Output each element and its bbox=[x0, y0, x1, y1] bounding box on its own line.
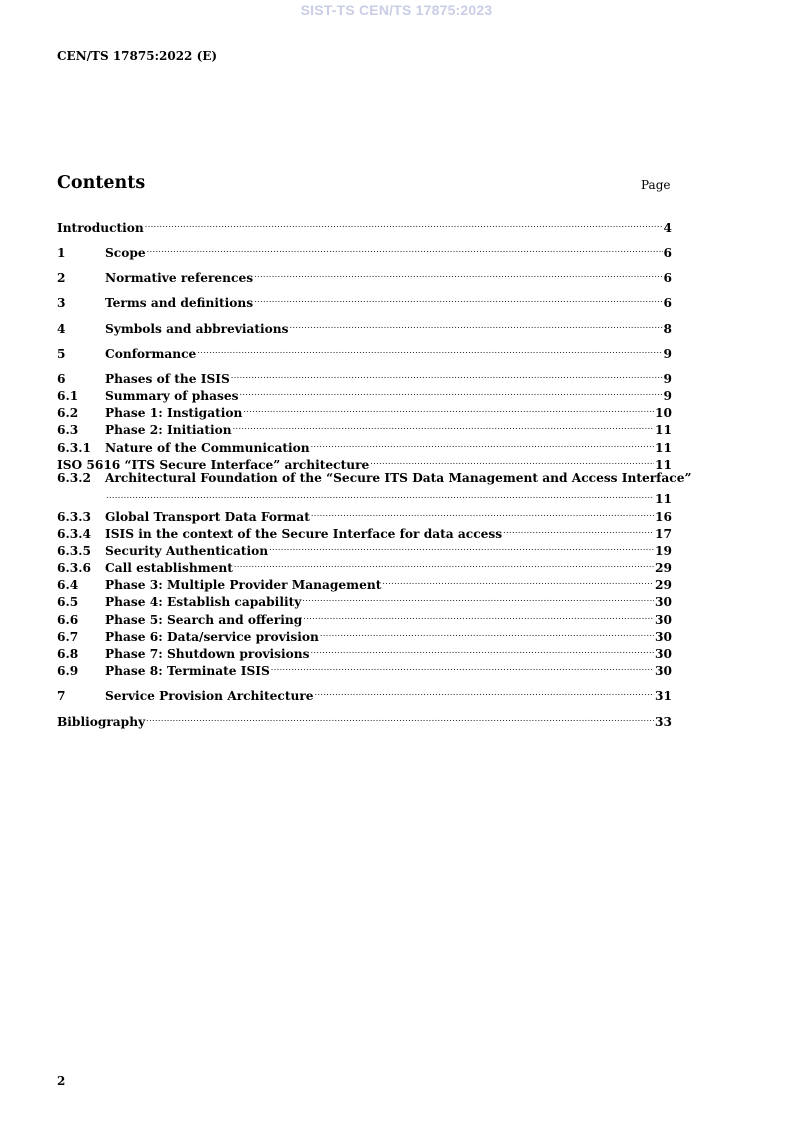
toc-entry-number: 6.4 bbox=[57, 578, 79, 592]
toc-entry-page: 10 bbox=[655, 406, 672, 420]
toc-entry-phase-4[interactable] bbox=[57, 590, 672, 609]
toc-dot-leader bbox=[239, 384, 662, 400]
toc-dot-leader bbox=[145, 216, 663, 232]
toc-entry-normative-references[interactable] bbox=[57, 266, 672, 285]
toc-entry-title: ISO 5616 “ITS Secure Interface” architecture bbox=[57, 458, 370, 472]
toc-entry-page: 6 bbox=[663, 246, 672, 260]
toc-entry-page: 29 bbox=[655, 578, 672, 592]
toc-entry-number: 4 bbox=[57, 322, 66, 336]
toc-entry-title: Phase 2: Initiation bbox=[105, 423, 232, 437]
toc-entry-isis-secure-interface[interactable] bbox=[57, 522, 672, 541]
toc-entry-bibliography[interactable] bbox=[57, 710, 672, 729]
toc-entry-number: 6.6 bbox=[57, 613, 79, 627]
toc-entry-page: 11 bbox=[655, 441, 672, 455]
toc-entry-number: 3 bbox=[57, 296, 66, 310]
toc-entry-title: Architectural Foundation of the “Secure ITS Data Management and Access Interface” bbox=[105, 471, 692, 485]
toc-entry-number: 6.3.4 bbox=[57, 527, 91, 541]
toc-entry-title: Scope bbox=[105, 246, 146, 260]
toc-entry-page: 30 bbox=[655, 595, 672, 609]
toc-entry-number: 6.5 bbox=[57, 595, 79, 609]
toc-dot-leader bbox=[254, 291, 662, 307]
toc-entry-global-transport-data-format[interactable] bbox=[57, 505, 672, 524]
toc-entry-phase-5[interactable] bbox=[57, 608, 672, 627]
toc-entry-number: 6.2 bbox=[57, 406, 79, 420]
toc-entry-title: Nature of the Communication bbox=[105, 441, 310, 455]
toc-entry-call-establishment[interactable] bbox=[57, 556, 672, 575]
toc-dot-leader bbox=[106, 487, 654, 503]
toc-entry-number: 5 bbox=[57, 347, 66, 361]
toc-entry-conformance[interactable] bbox=[57, 342, 672, 361]
toc-entry-title: Symbols and abbreviations bbox=[105, 322, 289, 336]
toc-entry-title: Summary of phases bbox=[105, 389, 239, 403]
toc-entry-title: ISIS in the context of the Secure Interface for data access bbox=[105, 527, 503, 541]
toc-entry-title: Phase 3: Multiple Provider Management bbox=[105, 578, 382, 592]
toc-entry-title: Terms and definitions bbox=[105, 296, 254, 310]
toc-entry-symbols-and-abbreviations[interactable] bbox=[57, 317, 672, 336]
toc-entry-number: 6.3 bbox=[57, 423, 79, 437]
toc-entry-number: 6.3.2 bbox=[57, 471, 91, 485]
toc-dot-leader bbox=[302, 590, 654, 606]
toc-dot-leader bbox=[370, 453, 654, 469]
toc-dot-leader bbox=[320, 625, 654, 641]
toc-entry-introduction[interactable] bbox=[57, 216, 672, 235]
toc-dot-leader bbox=[234, 556, 654, 572]
toc-entry-page: 33 bbox=[655, 715, 672, 729]
toc-entry-phase-6[interactable] bbox=[57, 625, 672, 644]
toc-dot-leader bbox=[311, 436, 654, 452]
toc-entry-phase-8[interactable] bbox=[57, 659, 672, 678]
contents-title: Contents bbox=[57, 173, 146, 193]
toc-entry-title: Normative references bbox=[105, 271, 254, 285]
toc-dot-leader bbox=[197, 342, 662, 358]
toc-entry-number: 6 bbox=[57, 372, 66, 386]
toc-entry-number: 6.7 bbox=[57, 630, 79, 644]
toc-entry-title: Conformance bbox=[105, 347, 197, 361]
toc-entry-title: Phases of the ISIS bbox=[105, 372, 230, 386]
toc-entry-number: 2 bbox=[57, 271, 66, 285]
toc-dot-leader bbox=[311, 642, 655, 658]
toc-entry-scope[interactable] bbox=[57, 241, 672, 260]
toc-entry-title: Phase 4: Establish capability bbox=[105, 595, 302, 609]
document-id: CEN/TS 17875:2022 (E) bbox=[57, 49, 218, 63]
toc-entry-page: 6 bbox=[663, 296, 672, 310]
toc-dot-leader bbox=[243, 401, 654, 417]
toc-dot-leader bbox=[290, 317, 663, 333]
toc-dot-leader bbox=[382, 573, 654, 589]
toc-entry-number: 6.8 bbox=[57, 647, 79, 661]
watermark: SIST-TS CEN/TS 17875:2023 bbox=[300, 2, 493, 18]
toc-dot-leader bbox=[231, 367, 663, 383]
toc-entry-page: 8 bbox=[663, 322, 672, 336]
toc-entry-page: 30 bbox=[655, 630, 672, 644]
toc-entry-phase-2[interactable] bbox=[57, 418, 672, 437]
toc-entry-number: 6.3.3 bbox=[57, 510, 91, 524]
toc-dot-leader bbox=[147, 241, 663, 257]
toc-entry-phases-of-the-isis[interactable] bbox=[57, 367, 672, 386]
toc-entry-page: 4 bbox=[663, 221, 672, 235]
toc-dot-leader bbox=[254, 266, 662, 282]
toc-entry-number: 6.9 bbox=[57, 664, 79, 678]
toc-entry-summary-of-phases[interactable] bbox=[57, 384, 672, 403]
toc-entry-nature-of-communication[interactable] bbox=[57, 436, 672, 455]
toc-entry-title: Phase 8: Terminate ISIS bbox=[105, 664, 270, 678]
toc-entry-title: Bibliography bbox=[57, 715, 146, 729]
toc-entry-page: 30 bbox=[655, 613, 672, 627]
toc-entry-title: Call establishment bbox=[105, 561, 233, 575]
toc-entry-title: Security Authentication bbox=[105, 544, 269, 558]
toc-entry-number: 6.3.1 bbox=[57, 441, 91, 455]
toc-entry-page: 11 bbox=[655, 458, 672, 472]
toc-dot-leader bbox=[271, 659, 654, 675]
toc-entry-page: 9 bbox=[663, 347, 672, 361]
toc-entry-architectural-foundation[interactable] bbox=[57, 470, 692, 486]
toc-dot-leader bbox=[269, 539, 654, 555]
toc-entry-page: 6 bbox=[663, 271, 672, 285]
toc-entry-number: 7 bbox=[57, 689, 66, 703]
toc-dot-leader bbox=[315, 684, 655, 700]
toc-entry-security-authentication[interactable] bbox=[57, 539, 672, 558]
toc-entry-page: 31 bbox=[655, 689, 672, 703]
toc-entry-iso-5616-architecture[interactable] bbox=[57, 453, 672, 472]
toc-entry-page: 17 bbox=[655, 527, 672, 541]
toc-entry-page: 29 bbox=[655, 561, 672, 575]
toc-dot-leader bbox=[233, 418, 654, 434]
toc-entry-number: 6.1 bbox=[57, 389, 79, 403]
toc-entry-page: 19 bbox=[655, 544, 672, 558]
toc-dot-leader bbox=[311, 505, 654, 521]
toc-entry-number: 6.3.6 bbox=[57, 561, 91, 575]
toc-entry-page: 9 bbox=[663, 372, 672, 386]
toc-entry-phase-3[interactable] bbox=[57, 573, 672, 592]
toc-entry-page: 11 bbox=[655, 423, 672, 437]
toc-entry-page: 30 bbox=[655, 647, 672, 661]
toc-entry-architectural-foundation-continuation[interactable] bbox=[57, 487, 672, 506]
toc-dot-leader bbox=[146, 710, 654, 726]
toc-entry-title: Service Provision Architecture bbox=[105, 689, 314, 703]
toc-entry-page: 9 bbox=[663, 389, 672, 403]
toc-entry-service-provision-architecture[interactable] bbox=[57, 684, 672, 703]
toc-entry-title: Phase 5: Search and offering bbox=[105, 613, 303, 627]
toc-entry-phase-7[interactable] bbox=[57, 642, 672, 661]
toc-entry-title: Introduction bbox=[57, 221, 144, 235]
toc-entry-title: Phase 1: Instigation bbox=[105, 406, 243, 420]
page-column-label: Page bbox=[641, 178, 671, 192]
toc-dot-leader bbox=[503, 522, 654, 538]
toc-entry-page: 11 bbox=[655, 492, 672, 506]
toc-entry-page: 30 bbox=[655, 664, 672, 678]
toc-dot-leader bbox=[303, 608, 654, 624]
toc-entry-title: Phase 7: Shutdown provisions bbox=[105, 647, 310, 661]
toc-entry-title: Global Transport Data Format bbox=[105, 510, 310, 524]
toc-entry-phase-1[interactable] bbox=[57, 401, 672, 420]
toc-entry-terms-and-definitions[interactable] bbox=[57, 291, 672, 310]
toc-entry-title: Phase 6: Data/service provision bbox=[105, 630, 319, 644]
toc-entry-page: 16 bbox=[655, 510, 672, 524]
toc-entry-number: 6.3.5 bbox=[57, 544, 91, 558]
page-number: 2 bbox=[57, 1074, 66, 1088]
toc-entry-number: 1 bbox=[57, 246, 66, 260]
